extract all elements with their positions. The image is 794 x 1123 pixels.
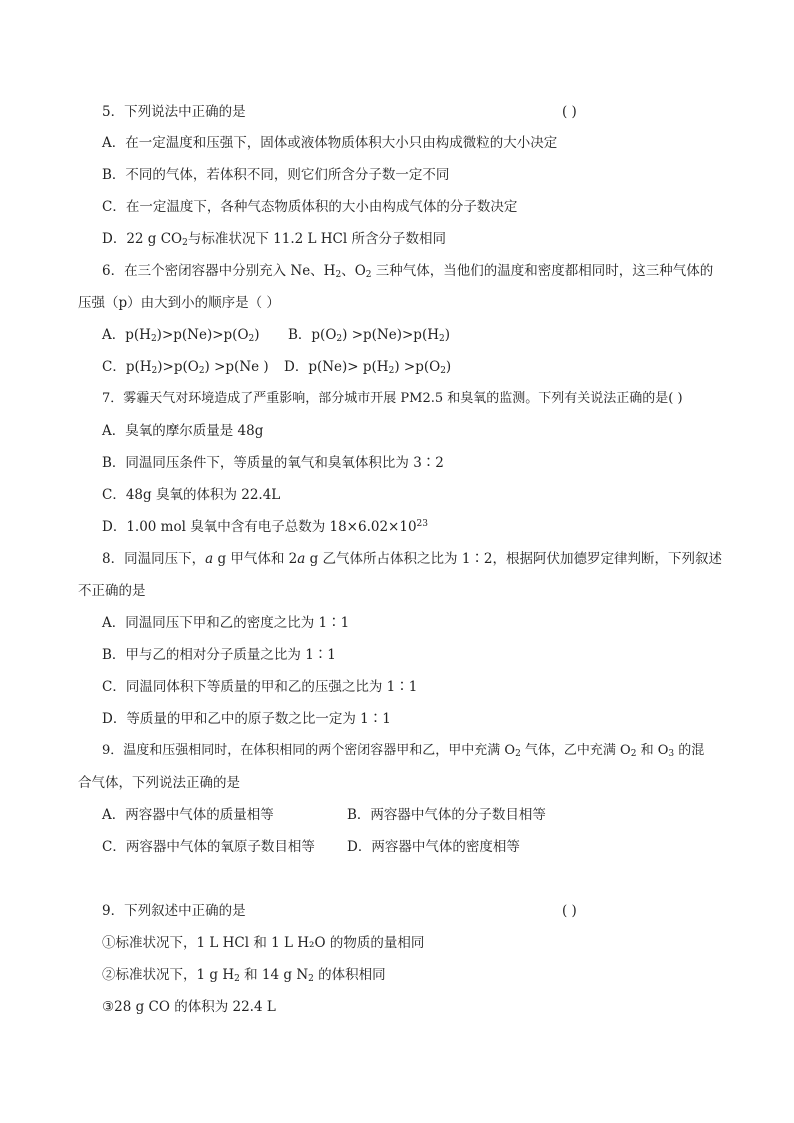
q9b-item-3: ③28 g CO 的体积为 22.4 L (102, 999, 276, 1015)
q9a-option-b: B．两容器中气体的分子数目相等 (347, 807, 546, 823)
q5-option-c: C．在一定温度下，各种气态物质体积的大小由构成气体的分子数决定 (102, 199, 518, 215)
q8-option-a: A．同温同压下甲和乙的密度之比为 1∶1 (102, 615, 350, 631)
q9b-item-1: ①标准状况下，1 L HCl 和 1 L H₂O 的物质的量相同 (102, 935, 425, 951)
q9a-option-a: A．两容器中气体的质量相等 (102, 807, 274, 823)
q7-option-a: A．臭氧的摩尔质量是 48g (102, 423, 264, 439)
q9b-stem: 9．下列叙述中正确的是 (102, 903, 246, 919)
q8-option-c: C．同温同体积下等质量的甲和乙的压强之比为 1∶1 (102, 679, 418, 695)
q6-stem-line1: 6．在三个密闭容器中分别充入 Ne、$H_2$、$O_2$ 三种气体，当他们的温度和密度都相同时，这三种气体的 (102, 263, 714, 280)
q8-stem-line2: 不正确的是 (78, 583, 146, 599)
q8-option-d: D．等质量的甲和乙中的原子数之比一定为 1∶1 (102, 711, 391, 727)
q7-stem: 7．雾霾天气对环境造成了严重影响，部分城市开展 PM2.5 和臭氧的监测。下列有关说法正确的是( ) (102, 391, 683, 406)
q8-stem-line1: 8．同温同压下，a g 甲气体和 2a g 乙气体所占体积之比为 1∶2，根据阿伏加德罗定律判断，下列叙述 (102, 551, 723, 567)
q5-answer-bracket: ( ) (562, 104, 577, 120)
q6-option-a: A．$p(H_2)>p(Ne)>p(O_2)$ (102, 327, 260, 344)
q5-stem: 5．下列说法中正确的是 (102, 104, 246, 120)
q9a-option-d: D．两容器中气体的密度相等 (347, 839, 520, 855)
q5-option-d: D．22 g $CO_2$与标准状况下 11.2 L HCl 所含分子数相同 (102, 231, 446, 248)
q7-option-d: D．1.00 mol 臭氧中含有电子总数为 $18\times 6.02\times 10^{23}$ (102, 519, 428, 535)
q6-option-b: B．$p(O_2) >p(Ne)>p(H_2)$ (288, 327, 450, 344)
q6-stem-line2: 压强（p）由大到小的顺序是（ ） (78, 295, 280, 311)
q9a-stem-line2: 合气体，下列说法正确的是 (78, 775, 240, 791)
q9a-stem-line1: 9．温度和压强相同时，在体积相同的两个密闭容器甲和乙，甲中充满 $O_2$ 气体，乙中充满 $O_2$ 和 $O_3$ 的混 (102, 743, 705, 759)
q7-option-c: C．48g 臭氧的体积为 22.4L (102, 487, 281, 503)
q9b-answer-bracket: ( ) (562, 903, 577, 919)
q7-option-b: B．同温同压条件下，等质量的氧气和臭氧体积比为 3∶2 (102, 455, 444, 471)
q8-option-b: B．甲与乙的相对分子质量之比为 1∶1 (102, 647, 336, 663)
q9b-item-2: ②标准状况下，1 g $H_2$ 和 14 g $N_2$ 的体积相同 (102, 967, 386, 984)
q5-option-b: B．不同的气体，若体积不同，则它们所含分子数一定不同 (102, 167, 450, 183)
q5-option-a: A．在一定温度和压强下，固体或液体物质体积大小只由构成微粒的大小决定 (102, 135, 558, 151)
q6-option-c: C．$p(H_2)>p(O_2) >p(Ne$ ) (102, 359, 269, 376)
q6-option-d: D．$p(Ne)> p(H_2) >p(O_2)$ (284, 359, 452, 376)
q9a-option-c: C．两容器中气体的氧原子数目相等 (102, 839, 315, 855)
